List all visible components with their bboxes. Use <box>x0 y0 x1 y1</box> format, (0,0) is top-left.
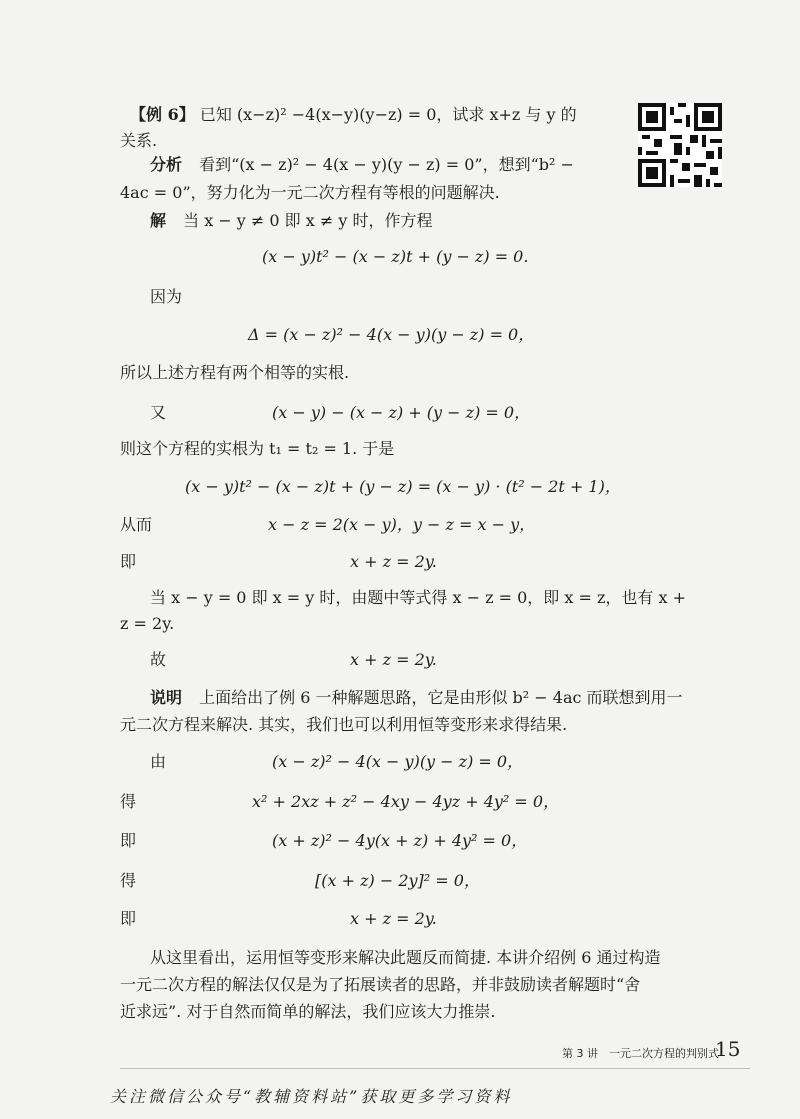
solution-hence: 故 <box>150 650 167 669</box>
footer-divider <box>120 1068 750 1069</box>
solution-equation-6: x + z = 2y. <box>350 552 437 571</box>
solution-label: 解 <box>150 211 167 230</box>
analysis-text: 看到“(x − z)² − 4(x − y)(y − z) = 0”，想到“b² − <box>199 155 574 174</box>
solution-equation-2: Δ = (x − z)² − 4(x − y)(y − z) = 0， <box>248 325 535 344</box>
remark-equation-1: (x − z)² − 4(x − y)(y − z) = 0， <box>272 752 524 771</box>
solution-roots: 则这个方程的实根为 t₁ = t₂ = 1. 于是 <box>120 439 395 458</box>
conclusion-line-2: 一元二次方程的解法仅仅是为了拓展读者的思路，并非鼓励读者解题时“舍 <box>120 975 641 994</box>
remark-ie-1: 即 <box>120 831 137 850</box>
analysis-line-2: 4ac = 0”，努力化为一元二次方程有等根的问题解决. <box>120 183 500 202</box>
conclusion-line-1: 从这里看出，运用恒等变形来解决此题反而简捷. 本讲介绍例 6 通过构造 <box>150 948 661 967</box>
solution-equation-1: (x − y)t² − (x − z)t + (y − z) = 0. <box>262 247 529 266</box>
solution-case2-line-1: 当 x − y = 0 即 x = y 时，由题中等式得 x − z = 0，即 x = z，也有 x + <box>150 588 686 607</box>
remark-equation-4: [(x + z) − 2y]² = 0， <box>315 871 480 890</box>
solution-ie-1: 即 <box>120 552 137 571</box>
solution-because: 因为 <box>150 287 183 306</box>
solution-text: 当 x − y ≠ 0 即 x ≠ y 时，作方程 <box>183 211 433 230</box>
remark-text: 上面给出了例 6 一种解题思路，它是由形似 b² − 4ac 而联想到用一 <box>199 688 683 707</box>
solution-equation-7: x + z = 2y. <box>350 650 437 669</box>
remark-equation-3: (x + z)² − 4y(x + z) + 4y² = 0， <box>272 831 528 850</box>
footer-section-title: 第 3 讲 一元二次方程的判别式 <box>562 1047 719 1060</box>
example-line-2: 关系. <box>120 131 158 150</box>
analysis-line-1 <box>150 150 574 180</box>
remark-get-1: 得 <box>120 792 137 811</box>
example-text: 已知 (x−z)² −4(x−y)(y−z) = 0，试求 x+z 与 y 的 <box>199 105 577 124</box>
footer-watermark: 关注微信公众号“教辅资料站”获取更多学习资料 <box>110 1087 513 1106</box>
remark-from: 由 <box>150 752 167 771</box>
solution-also: 又 <box>150 403 167 422</box>
solution-thus: 从而 <box>120 515 153 534</box>
remark-label: 说明 <box>150 688 183 707</box>
solution-equation-4: (x − y)t² − (x − z)t + (y − z) = (x − y) · (t² − 2t + 1)， <box>185 477 621 496</box>
remark-get-2: 得 <box>120 871 137 890</box>
qr-code-icon <box>638 103 722 187</box>
solution-case2-line-2: z = 2y. <box>120 614 175 633</box>
example-line-1 <box>130 100 577 130</box>
solution-equation-3: (x − y) − (x − z) + (y − z) = 0， <box>272 403 531 422</box>
solution-so: 所以上述方程有两个相等的实根. <box>120 363 350 382</box>
remark-equation-5: x + z = 2y. <box>350 909 437 928</box>
example-label: 【例 6】 <box>130 105 195 124</box>
remark-equation-2: x² + 2xz + z² − 4xy − 4yz + 4y² = 0， <box>252 792 560 811</box>
conclusion-line-3: 近求远”. 对于自然而简单的解法，我们应该大力推崇. <box>120 1002 496 1021</box>
remark-line-2: 元二次方程来解决. 其实，我们也可以利用恒等变形来求得结果. <box>120 715 568 734</box>
solution-line-1 <box>150 206 433 236</box>
remark-line-1 <box>150 683 683 713</box>
analysis-label: 分析 <box>150 155 183 174</box>
solution-equation-5: x − z = 2(x − y)，y − z = x − y， <box>268 515 536 534</box>
remark-ie-2: 即 <box>120 909 137 928</box>
page-number: 15 <box>715 1037 741 1061</box>
